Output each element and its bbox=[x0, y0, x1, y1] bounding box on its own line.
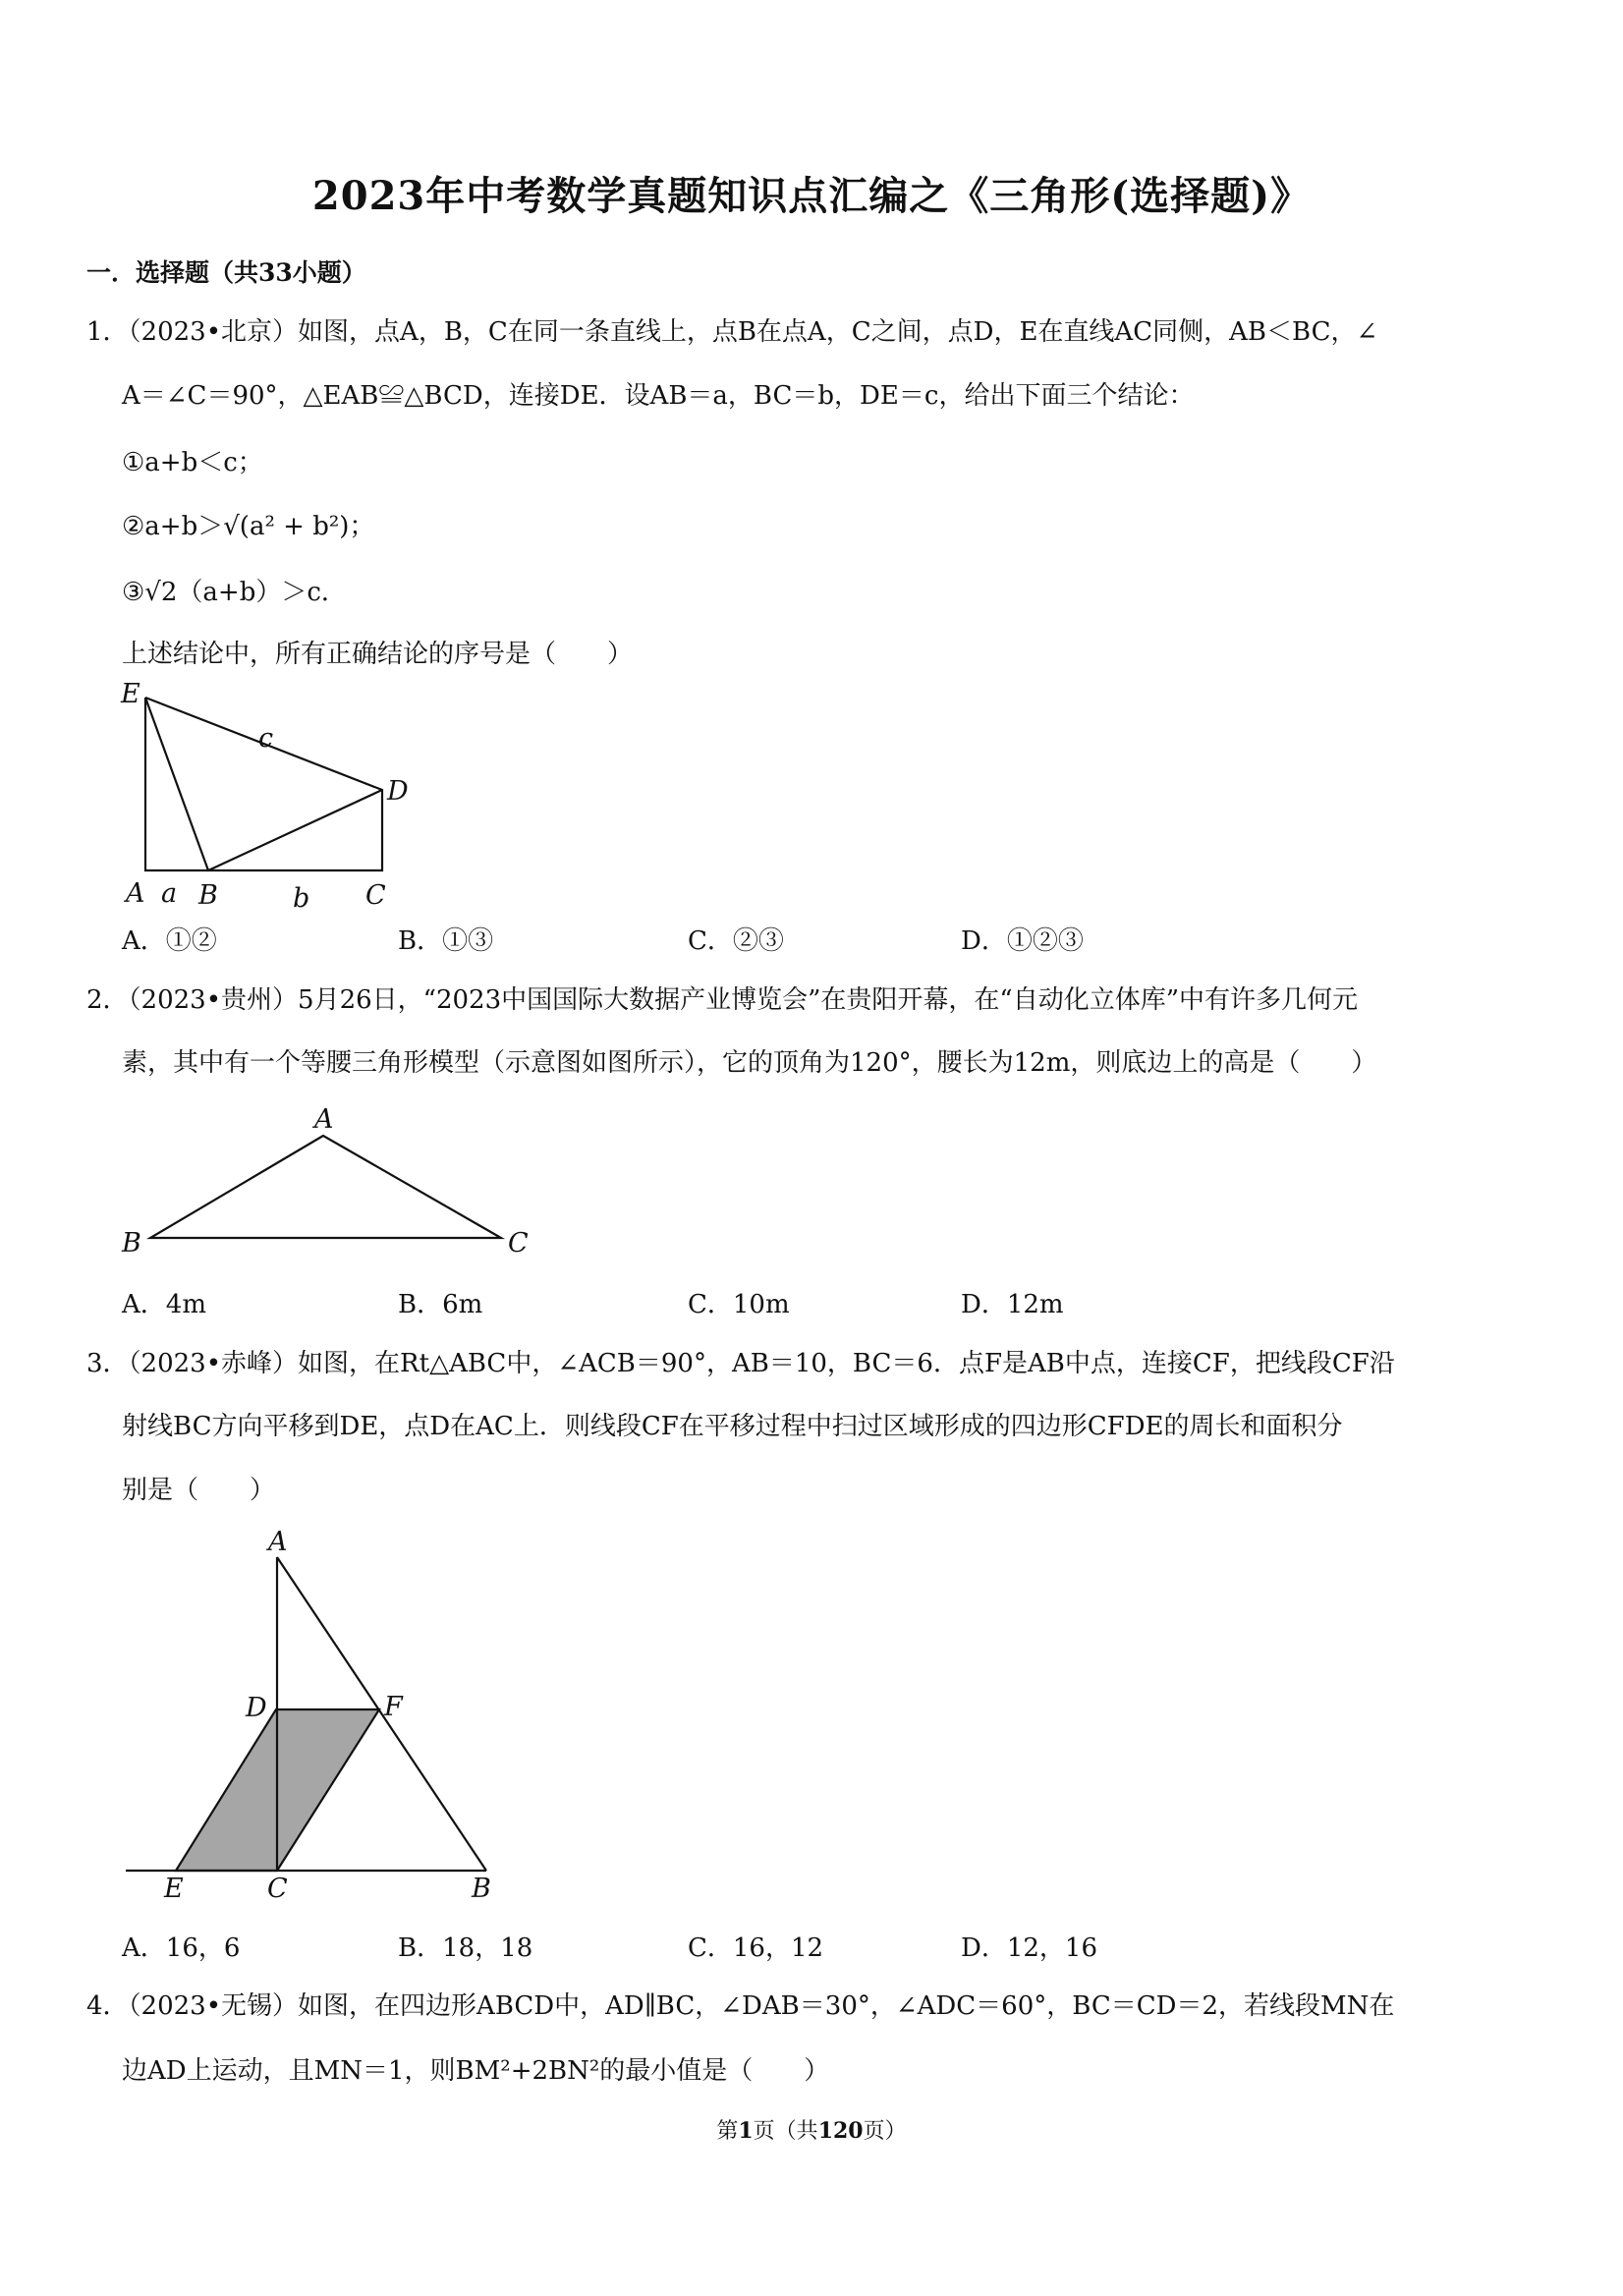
q3-line-3: 别是（ ） bbox=[122, 1476, 276, 1505]
q3-label-F: F bbox=[384, 1692, 403, 1722]
footer-suffix: 页） bbox=[863, 2119, 907, 2144]
q1-option-c: C．②③ bbox=[688, 926, 784, 956]
q1-option-b: B．①③ bbox=[398, 926, 494, 956]
q1-line-1: 1．（2023•北京）如图，点A，B，C在同一条直线上，点B在点A，C之间，点D，E在直线AC同侧，AB＜BC，∠ bbox=[86, 317, 1378, 347]
footer-prefix: 第 bbox=[716, 2119, 739, 2144]
q1-label-a: a bbox=[161, 878, 178, 909]
q2-option-c: C．10m bbox=[688, 1290, 790, 1319]
q2-line-1: 2．（2023•贵州）5月26日，“2023中国国际大数据产业博览会”在贵阳开幕，在“自动化立体库”中有许多几何元 bbox=[86, 985, 1359, 1015]
footer-page-number: 1 bbox=[738, 2118, 754, 2144]
q1-label-E: E bbox=[121, 679, 140, 709]
q2-option-a: A．4m bbox=[122, 1290, 206, 1319]
q3-option-a: A．16，6 bbox=[122, 1933, 241, 1963]
q1-line-2: A＝∠C＝90°，△EAB≌△BCD，连接DE．设AB＝a，BC＝b，DE＝c，给出下面三个结论： bbox=[122, 381, 1195, 411]
q3-figure bbox=[118, 1523, 511, 1906]
q3-option-d: D．12，16 bbox=[961, 1933, 1098, 1963]
q2-label-C: C bbox=[508, 1228, 529, 1259]
q3-option-b: B．18，18 bbox=[398, 1933, 533, 1963]
q1-segment-BD bbox=[208, 790, 382, 870]
q1-label-B: B bbox=[198, 880, 218, 911]
q2-option-b: B．6m bbox=[398, 1290, 483, 1319]
q3-label-B: B bbox=[472, 1874, 491, 1904]
q1-label-D: D bbox=[387, 776, 409, 807]
q1-option-d: D．①②③ bbox=[961, 926, 1084, 956]
q3-line-1: 3．（2023•赤峰）如图，在Rt△ABC中，∠ACB＝90°，AB＝10，BC＝6．点F是AB中点，连接CF，把线段CF沿 bbox=[86, 1349, 1395, 1378]
q1-question: 上述结论中，所有正确结论的序号是（ ） bbox=[122, 640, 634, 669]
q1-conclusion-2: ②a+b＞√(a² + b²)； bbox=[122, 512, 375, 541]
q4-line-1: 4．（2023•无锡）如图，在四边形ABCD中，AD∥BC，∠DAB＝30°，∠ADC＝60°，BC＝CD＝2，若线段MN在 bbox=[86, 1991, 1395, 2021]
q3-line-2: 射线BC方向平移到DE，点D在AC上．则线段CF在平移过程中扫过区域形成的四边形CFDE的周长和面积分 bbox=[122, 1412, 1343, 1441]
q1-option-a: A．①② bbox=[122, 926, 217, 956]
q1-label-b: b bbox=[293, 883, 310, 914]
q2-line-2: 素，其中有一个等腰三角形模型（示意图如图所示），它的顶角为120°，腰长为12m，则底边上的高是（ ） bbox=[122, 1048, 1377, 1078]
q1-figure bbox=[118, 678, 432, 914]
footer-middle: 页（共 bbox=[753, 2119, 818, 2144]
q3-label-D: D bbox=[246, 1693, 267, 1723]
q1-conclusion-1: ①a+b＜c； bbox=[122, 448, 263, 477]
q1-conclusion-3: ③√2（a+b）＞c． bbox=[122, 578, 347, 607]
q3-label-E: E bbox=[164, 1874, 184, 1904]
section-heading: 一．选择题（共33小题） bbox=[86, 258, 366, 287]
q3-label-C: C bbox=[267, 1874, 288, 1904]
q2-figure bbox=[118, 1100, 550, 1267]
q3-label-A: A bbox=[268, 1527, 288, 1557]
footer-total-pages: 120 bbox=[817, 2118, 864, 2144]
page-footer bbox=[0, 2114, 1623, 2145]
q1-label-C: C bbox=[365, 880, 386, 911]
q1-label-A: A bbox=[126, 878, 145, 909]
q1-segment-EB bbox=[145, 698, 208, 870]
q3-option-c: C．16，12 bbox=[688, 1933, 824, 1963]
page-title: 2023年中考数学真题知识点汇编之《三角形(选择题)》 bbox=[311, 173, 1312, 219]
q2-triangle bbox=[150, 1136, 501, 1238]
q2-option-d: D．12m bbox=[961, 1290, 1064, 1319]
q4-line-2: 边AD上运动，且MN＝1，则BM²+2BN²的最小值是（ ） bbox=[122, 2056, 830, 2086]
q2-label-B: B bbox=[122, 1228, 141, 1259]
q1-label-c: c bbox=[258, 723, 274, 754]
q2-label-A: A bbox=[314, 1104, 334, 1135]
